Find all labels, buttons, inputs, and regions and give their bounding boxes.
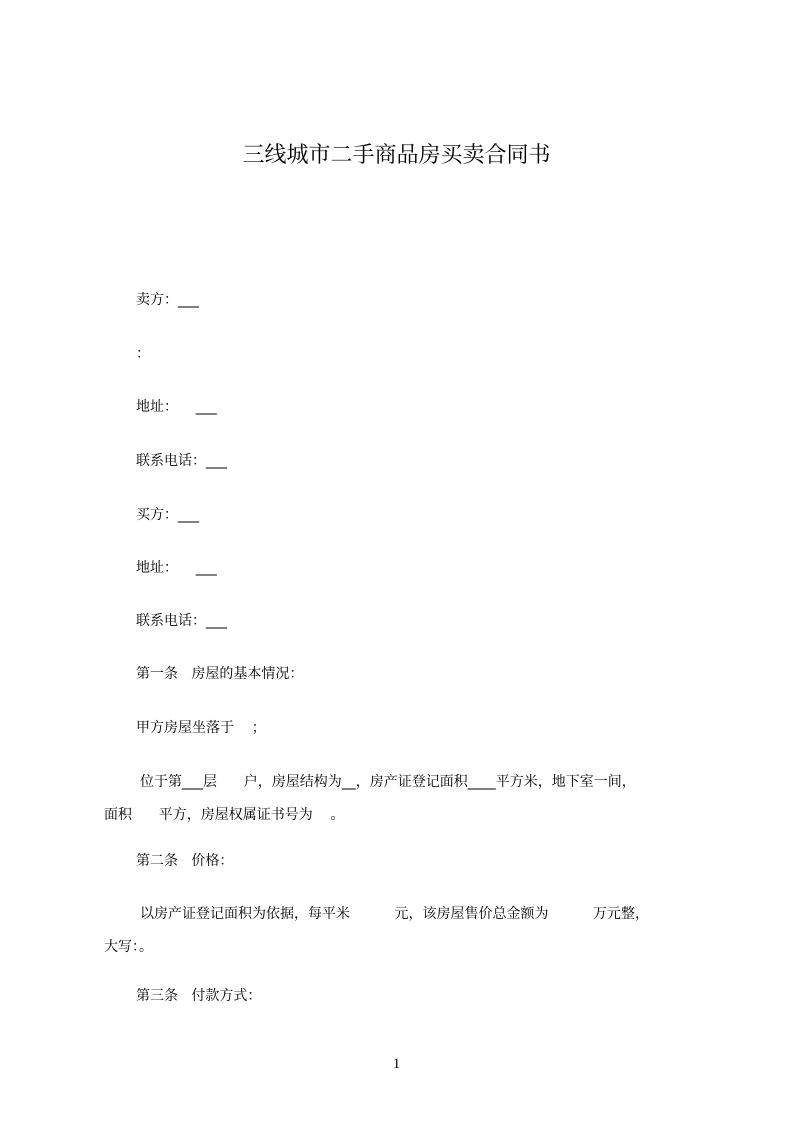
seller-phone: 联系电话：___ [136,453,227,469]
article2-heading: 第二条 价格： [136,853,234,869]
seller-extra: ： [136,346,150,362]
article1-detail-line1: 位于第___层 户，房屋结构为__，房产证登记面积____平方米，地下室一间， [140,774,636,790]
article1-detail-paragraph [104,766,704,832]
article2-price-line1: 以房产证登记面积为依据，每平米 元，该房屋售价总金额为 万元整， [140,906,650,922]
article2-price-paragraph [104,898,704,964]
page-number: 1 [392,1056,401,1072]
buyer-phone: 联系电话：___ [136,613,227,629]
buyer-label: 买方：___ [136,507,199,523]
article1-detail-line2: 面积 平方，房屋权属证书号为 。 [104,807,345,823]
article1-location: 甲方房屋坐落于 ； [136,720,266,736]
buyer-address: 地址： ___ [136,560,217,576]
document-title: 三线城市二手商品房买卖合同书 [242,143,551,168]
article3-heading: 第三条 付款方式： [136,988,262,1004]
seller-label: 卖方：___ [136,292,199,308]
seller-address: 地址： ___ [136,399,217,415]
article2-price-line2: 大写：。 [104,939,153,955]
article1-heading: 第一条 房屋的基本情况： [136,666,304,682]
